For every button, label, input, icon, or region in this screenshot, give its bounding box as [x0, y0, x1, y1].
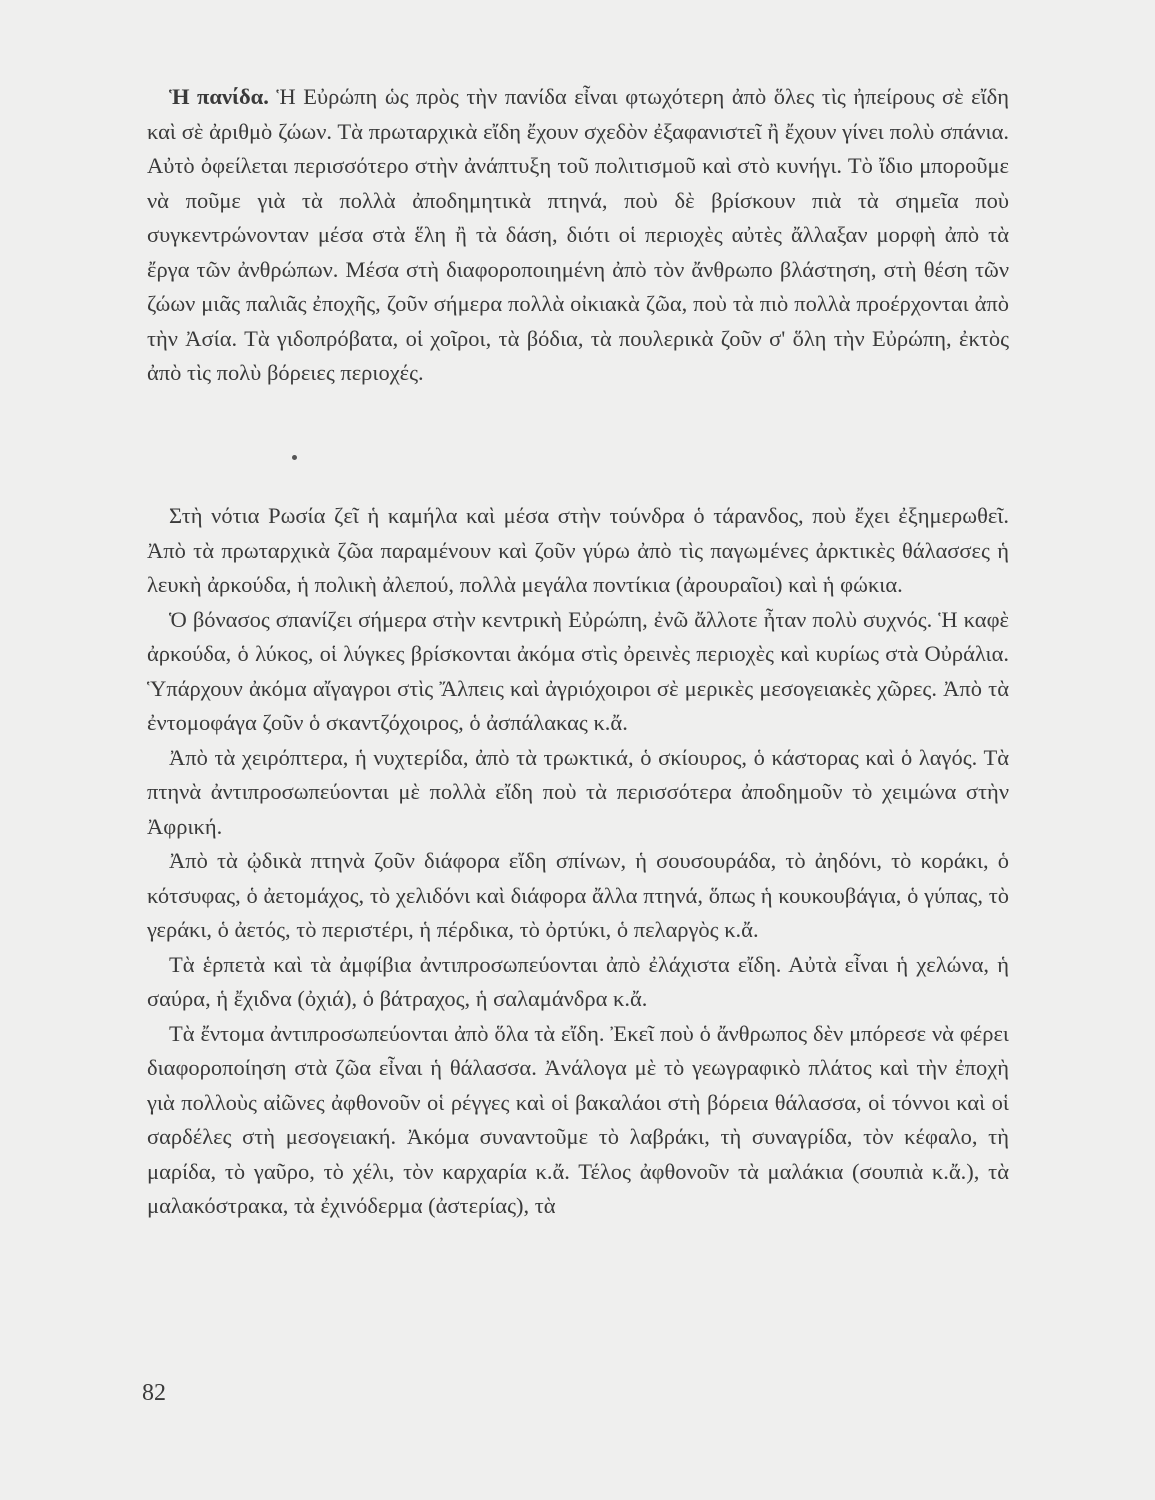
page-number: 82 [142, 1380, 166, 1406]
section-heading: Ἡ πανίδα. [169, 84, 269, 109]
text-block-bottom [147, 499, 1009, 1224]
ink-mark [292, 455, 297, 460]
paragraph-insects-sea: Τὰ ἔντομα ἀντιπροσωπεύονται ἀπὸ ὅλα τὰ εἴδη. Ἐκεῖ ποὺ ὁ ἄνθρωπος δὲν μπόρεσε νὰ φέρει διαφοροποίηση στὰ ζῶα εἶναι ἡ θάλασσα. Ἀνάλογα μὲ τὸ γεωγραφικὸ πλάτος καὶ τὴν ἐποχὴ γιὰ πολλοὺς αἰῶνες ἀφθονοῦν οἱ ρέγγες καὶ οἱ βακαλάοι στὴ βόρεια θάλασσα, οἱ τόννοι καὶ οἱ σαρδέλες στὴ μεσογειακή. Ἀκόμα συναντοῦμε τὸ λαβράκι, τὴ συναγρίδα, τὸν κέφαλο, τὴ μαρίδα, τὸ γαῦρο, τὸ χέλι, τὸν καρχαρία κ.ἄ. Τέλος ἀφθονοῦν τὰ μαλάκια (σουπιὰ κ.ἄ.), τὰ μαλακόστρακα, τὰ ἐχινόδερμα (ἀστερίας), τὰ [147, 1020, 1009, 1218]
paragraph-songbirds: Ἀπὸ τὰ ᾠδικὰ πτηνὰ ζοῦν διάφορα εἴδη σπίνων, ἡ σουσουράδα, τὸ ἀηδόνι, τὸ κοράκι, ὁ κότσυφας, ὁ ἀετομάχος, τὸ χελιδόνι καὶ διάφορα ἄλλα πτηνά, ὅπως ἡ κουκουβάγια, ὁ γύπας, τὸ γεράκι, ὁ ἀετός, τὸ περιστέρι, ἡ πέρδικα, τὸ ὀρτύκι, ὁ πελαργὸς κ.ἄ. [147, 848, 1009, 942]
text-block-top [147, 80, 1009, 391]
paragraph-bats-rodents: Ἀπὸ τὰ χειρόπτερα, ἡ νυχτερίδα, ἀπὸ τὰ τρωκτικά, ὁ σκίουρος, ὁ κάστορας καὶ ὁ λαγός. Τὰ πτηνὰ ἀντιπροσωπεύονται μὲ πολλὰ εἴδη ποὺ τὰ περισσότερα ἀποδημοῦν τὸ χειμώνα στὴν Ἀφρική. [147, 744, 1009, 839]
paragraph-fauna-intro [147, 80, 1009, 391]
paragraph-bison: Ὁ βόνασος σπανίζει σήμερα στὴν κεντρικὴ Εὐρώπη, ἐνῶ ἄλλοτε ἦταν πολὺ συχνός. Ἡ καφὲ ἀρκούδα, ὁ λύκος, οἱ λύγκες βρίσκονται ἀκόμα στὶς ὀρεινὲς περιοχὲς καὶ κυρίως στὰ Οὐράλια. Ὑπάρχουν ἀκόμα αἴγαγροι στὶς Ἄλπεις καὶ ἀγριόχοιροι σὲ μερικὲς μεσογειακὲς χῶρες. Ἀπὸ τὰ ἐντομοφάγα ζοῦν ὁ σκαντζόχοιρος, ὁ ἀσπάλακας κ.ἄ. [147, 606, 1009, 735]
paragraph-reptiles: Τὰ ἑρπετὰ καὶ τὰ ἀμφίβια ἀντιπροσωπεύονται ἀπὸ ἐλάχιστα εἴδη. Αὐτὰ εἶναι ἡ χελώνα, ἡ σαύρα, ἡ ἔχιδνα (ὀχιά), ὁ βάτραχος, ἡ σαλαμάνδρα κ.ἄ. [147, 951, 1009, 1011]
paragraph-text: Ἡ Εὐρώπη ὡς πρὸς τὴν πανίδα εἶναι φτωχότερη ἀπὸ ὅλες τὶς ἠπείρους σὲ εἴδη καὶ σὲ ἀριθμὸ ζώων. Τὰ πρωταρχικὰ εἴδη ἔχουν σχεδὸν ἐξαφανιστεῖ ἢ ἔχουν γίνει πολὺ σπάνια. Αὐτὸ ὀφείλεται περισσότερο στὴν ἀνάπτυξη τοῦ πολιτισμοῦ καὶ στὸ κυνήγι. Τὸ ἴδιο μποροῦμε νὰ ποῦμε γιὰ τὰ πολλὰ ἀποδημητικὰ πτηνά, ποὺ δὲ βρίσκουν πιὰ τὰ σημεῖα ποὺ συγκεντρώνονταν μέσα στὰ ἕλη ἢ τὰ δάση, διότι οἱ περιοχὲς αὐτὲς ἄλλαξαν μορφὴ ἀπὸ τὰ ἔργα τῶν ἀνθρώπων. Μέσα στὴ διαφοροποιημένη ἀπὸ τὸν ἄνθρωπο βλάστηση, στὴ θέση τῶν ζώων μιᾶς παλιᾶς ἐποχῆς, ζοῦν σήμερα πολλὰ οἰκιακὰ ζῶα, ποὺ τὰ πιὸ πολλὰ προέρχονται ἀπὸ τὴν Ἀσία. Τὰ γιδοπρόβατα, οἱ χοῖροι, τὰ βόδια, τὰ πουλερικὰ ζοῦν σ' ὅλη τὴν Εὐρώπη, ἐκτὸς ἀπὸ τὶς πολὺ βόρειες περιοχές. [147, 84, 1010, 385]
paragraph-russia: Στὴ νότια Ρωσία ζεῖ ἡ καμήλα καὶ μέσα στὴν τούνδρα ὁ τάρανδος, ποὺ ἔχει ἐξημερωθεῖ. Ἀπὸ τὰ πρωταρχικὰ ζῶα παραμένουν καὶ ζοῦν γύρω ἀπὸ τὶς παγωμένες ἀρκτικὲς θάλασσες ἡ λευκὴ ἀρκούδα, ἡ πολικὴ ἀλεπού, πολλὰ μεγάλα ποντίκια (ἀρουραῖοι) καὶ ἡ φώκια. [147, 503, 1009, 597]
